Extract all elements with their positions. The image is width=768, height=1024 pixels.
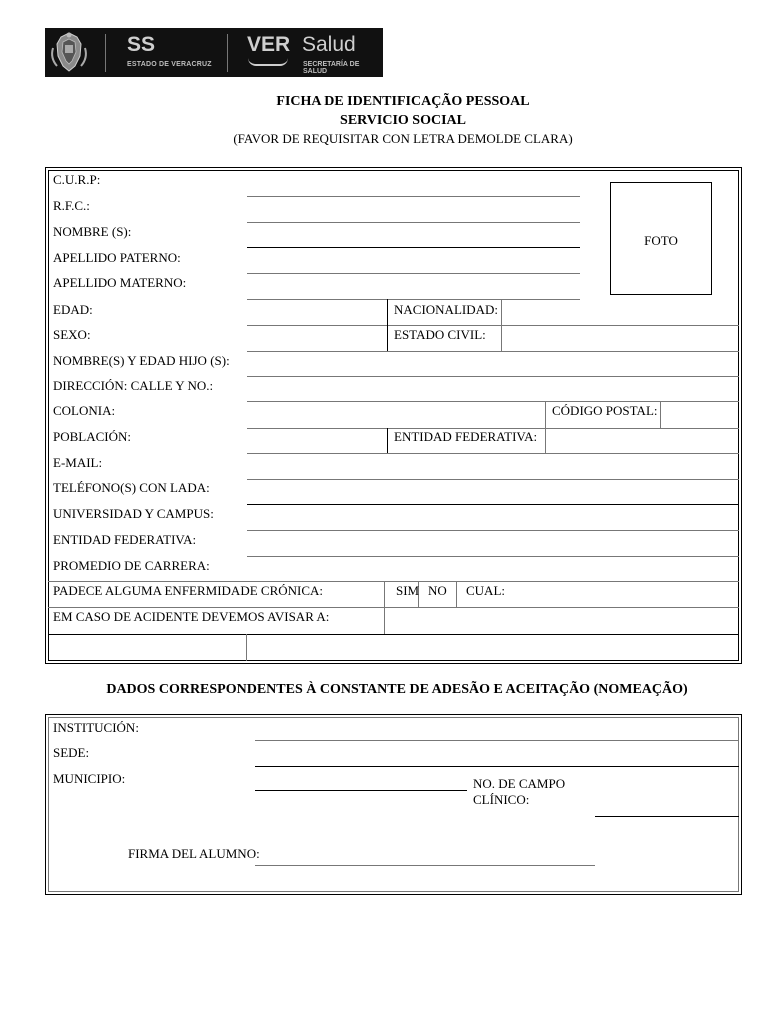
coat-of-arms-icon <box>47 30 91 75</box>
edad-label: EDAD: <box>53 302 93 317</box>
sexo-row-line <box>247 351 739 352</box>
sexo-label: SEXO: <box>53 327 91 342</box>
municipio-label: MUNICIPIO: <box>53 771 126 786</box>
cp-value-divider <box>660 401 661 428</box>
sede-line[interactable] <box>255 766 739 767</box>
enfermedad-divider <box>384 581 385 634</box>
campo-clinico-label-1: NO. DE CAMPO <box>473 776 566 791</box>
photo-label: FOTO <box>644 233 678 248</box>
hijos-row-line <box>247 376 739 377</box>
universidad-row-line <box>247 530 739 531</box>
apellido-materno-line[interactable] <box>247 299 580 300</box>
enfermedad-label: PADECE ALGUMA ENFERMIDADE CRÓNICA: <box>53 583 324 598</box>
photo-box[interactable] <box>610 182 712 295</box>
curp-line[interactable] <box>247 196 580 197</box>
codigo-postal-label: CÓDIGO POSTAL: <box>552 403 658 418</box>
section2-heading: DADOS CORRESPONDENTES À CONSTANTE DE ADESÃO E ACEITAÇÃO (NOMEAÇÃO) <box>106 682 688 697</box>
header-banner <box>45 28 383 77</box>
cual-label: CUAL: <box>466 583 505 598</box>
form-title: FICHA DE IDENTIFICAÇÃO PESSOAL <box>276 94 530 109</box>
enfermedad-row-line <box>48 607 739 608</box>
ss-logo-text: SS <box>127 33 156 56</box>
apellido-paterno-line[interactable] <box>247 273 580 274</box>
ver-arc-decoration <box>248 58 288 66</box>
firma-line[interactable] <box>255 865 595 866</box>
entidad-federativa-label-2: ENTIDAD FEDERATIVA: <box>53 532 197 547</box>
nombre-line[interactable] <box>247 247 580 248</box>
sim-option[interactable]: SIM <box>396 583 420 598</box>
direccion-label: DIRECCIÓN: CALLE Y NO.: <box>53 378 214 393</box>
email-row-line <box>247 479 739 480</box>
universidad-label: UNIVERSIDAD Y CAMPUS: <box>53 506 214 521</box>
secretaria-text: SECRETARÍA DE SALUD <box>303 61 360 75</box>
entidad-federativa-label-1: ENTIDAD FEDERATIVA: <box>394 429 538 444</box>
colonia-cp-divider <box>545 401 546 428</box>
entidad-value-divider <box>545 428 546 453</box>
poblacion-divider <box>387 428 388 453</box>
hijos-label: NOMBRE(S) Y EDAD HIJO (S): <box>53 353 230 368</box>
telefono-row-line <box>247 504 739 505</box>
nacionalidad-label: NACIONALIDAD: <box>394 302 498 317</box>
ss-subtitle: ESTADO DE VERACRUZ <box>127 61 212 68</box>
campo-clinico-line[interactable] <box>595 816 739 817</box>
salud-logo-text: Salud <box>302 33 356 56</box>
form-subtitle: SERVICIO SOCIAL <box>340 113 466 128</box>
entidad-row-line <box>247 556 739 557</box>
no-cual-divider <box>456 581 457 607</box>
telefono-label: TELÉFONO(S) CON LADA: <box>53 480 210 495</box>
sede-label: SEDE: <box>53 745 90 760</box>
nombre-label: NOMBRE (S): <box>53 224 132 239</box>
ver-logo-text: VER <box>247 33 291 56</box>
form-instructions: (FAVOR DE REQUISITAR CON LETRA DEMOLDE CLARA) <box>233 131 573 146</box>
bottom-row-divider <box>246 634 247 661</box>
edad-row-line <box>247 325 739 326</box>
direccion-row-line <box>247 401 739 402</box>
poblacion-label: POBLACIÓN: <box>53 429 132 444</box>
email-label: E-MAIL: <box>53 455 103 470</box>
poblacion-row-line <box>247 453 739 454</box>
apellido-materno-label: APELLIDO MATERNO: <box>53 275 187 290</box>
apellido-paterno-label: APELLIDO PATERNO: <box>53 250 181 265</box>
acidente-row-line <box>48 634 739 635</box>
rfc-label: R.F.C.: <box>53 198 90 213</box>
estado-civil-label: ESTADO CIVIL: <box>394 327 486 342</box>
institucion-line[interactable] <box>255 740 739 741</box>
firma-label: FIRMA DEL ALUMNO: <box>128 846 260 861</box>
no-option[interactable]: NO <box>428 583 447 598</box>
rfc-line[interactable] <box>247 222 580 223</box>
nacionalidad-divider <box>501 299 502 351</box>
municipio-line[interactable] <box>255 790 467 791</box>
promedio-row-line <box>48 581 739 582</box>
colonia-label: COLONIA: <box>53 403 116 418</box>
curp-label: C.U.R.P: <box>53 172 101 187</box>
campo-clinico-label-2: CLÍNICO: <box>473 792 530 807</box>
institucion-label: INSTITUCIÓN: <box>53 720 139 735</box>
promedio-label: PROMEDIO DE CARRERA: <box>53 558 210 573</box>
edad-sexo-divider <box>387 299 388 351</box>
acidente-label: EM CASO DE ACIDENTE DEVEMOS AVISAR A: <box>53 609 330 624</box>
